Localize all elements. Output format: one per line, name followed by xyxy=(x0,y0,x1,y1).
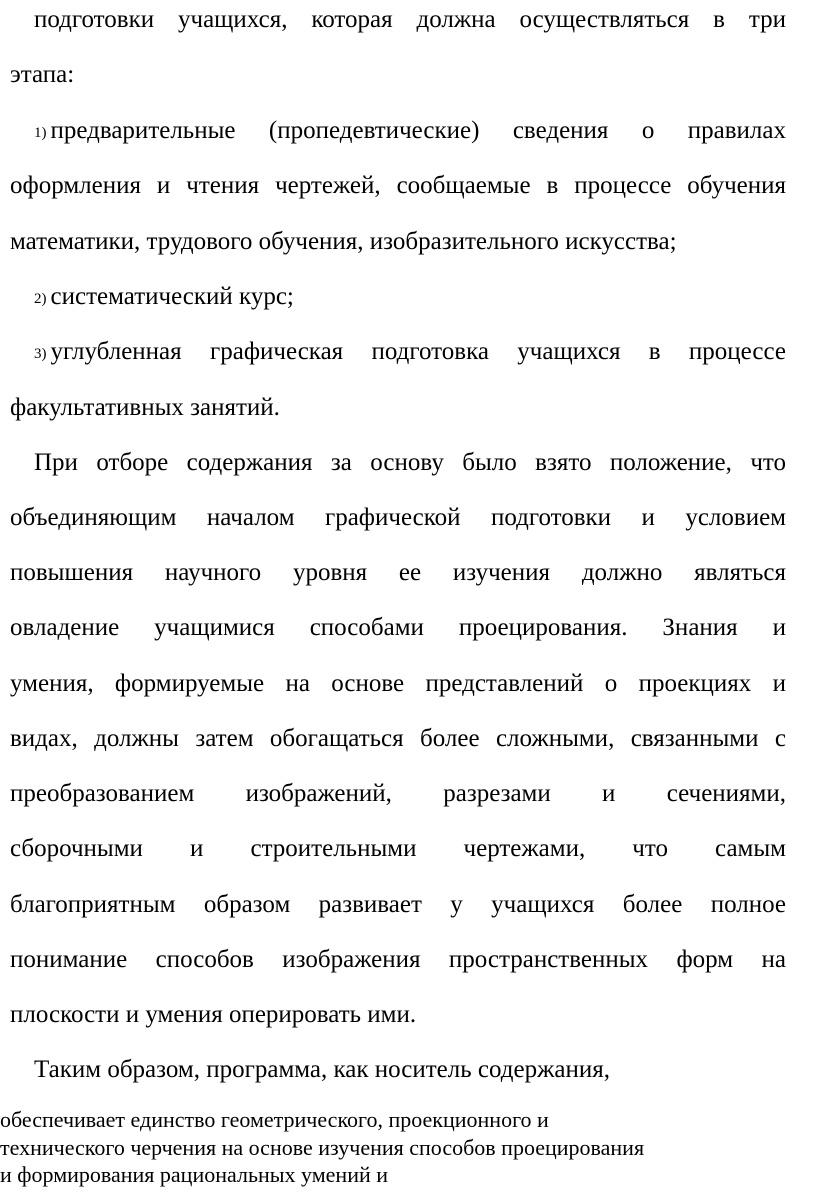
paragraph-first-line: Таким образом, программа, как носитель содержания, xyxy=(34,1056,610,1083)
text-line: этапа: xyxy=(10,61,75,88)
text-line: технического черчения на основе изучения способов проецирования xyxy=(0,1135,645,1160)
text-line: плоскости и умения оперировать ими. xyxy=(10,1001,417,1028)
text-line: видах, должны затем обогащаться более сложными, связанными с xyxy=(10,725,786,752)
list-marker: 2) xyxy=(34,291,47,307)
text-line: овладение учащимися способами проецирования. Знания и xyxy=(10,614,786,641)
paragraph-first-line: При отборе содержания за основу было взято положение, что xyxy=(34,449,786,476)
text-line: подготовки учащихся, которая должна осуществляться в три xyxy=(34,6,786,33)
text-line: математики, трудового обучения, изобразительного искусства; xyxy=(10,228,677,255)
list-marker: 1) xyxy=(34,125,47,141)
list-marker: 3) xyxy=(34,346,47,362)
list-item-text: систематический курс; xyxy=(50,283,294,310)
text-line: оформления и чтения чертежей, сообщаемые в процессе обучения xyxy=(10,172,786,199)
list-item-text: углубленная графическая подготовка учащихся в процессе xyxy=(50,338,786,365)
list-item-text: предварительные (пропедевтические) сведения о правилах xyxy=(50,117,786,144)
text-line: обеспечивает единство геометрического, проекционного и xyxy=(0,1107,549,1132)
text-line: факультативных занятий. xyxy=(10,394,280,421)
text-line: умения, формируемые на основе представлений о проекциях и xyxy=(10,670,786,697)
text-line: сборочными и строительными чертежами, что самым xyxy=(10,835,786,862)
text-line: и формирования рациональных умений и xyxy=(0,1162,389,1187)
list-item-2 xyxy=(34,282,786,314)
list-item-1 xyxy=(34,116,786,148)
text-line: понимание способов изображения пространственных форм на xyxy=(10,946,786,973)
list-item-3 xyxy=(34,337,786,369)
text-line: преобразованием изображений, разрезами и сечениями, xyxy=(10,780,786,807)
text-line: объединяющим началом графической подготовки и условием xyxy=(10,504,786,531)
text-line: повышения научного уровня ее изучения должно являться xyxy=(10,559,786,586)
text-line: благоприятным образом развивает у учащихся более полное xyxy=(10,891,786,918)
